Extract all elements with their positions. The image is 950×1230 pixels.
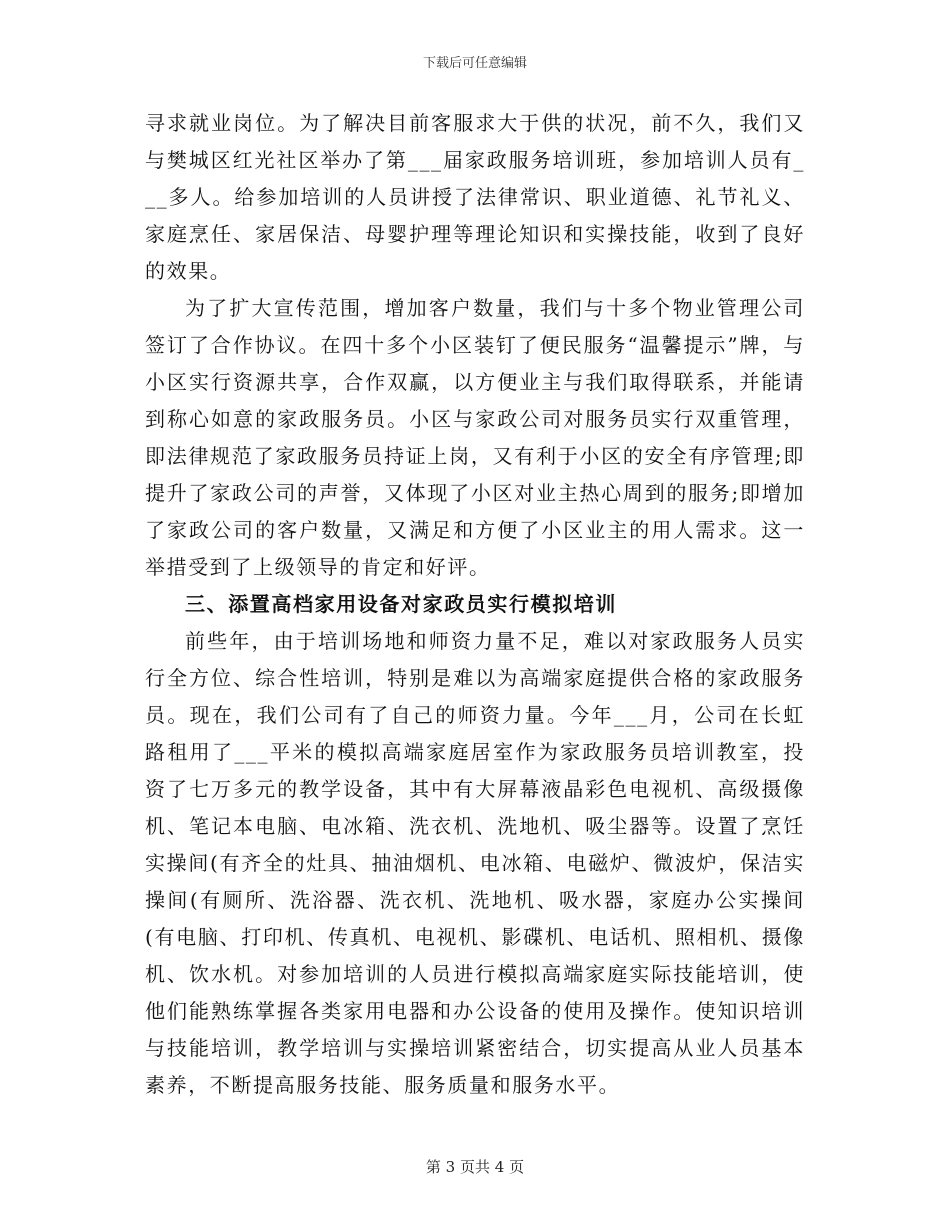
paragraph-continuation: 寻求就业岗位。为了解决目前客服求大于供的状况，前不久，我们又与樊城区红光社区举办了第___届家政服务培训班，参加培训人员有___多人。给参加培训的人员讲授了法律常识、职业道德、礼节礼义、家庭烹任、家居保洁、母婴护理等理论知识和实操技能，收到了良好的效果。 xyxy=(145,111,805,283)
page-header: 下载后可任意编辑 xyxy=(422,56,527,71)
document-body xyxy=(145,105,805,1104)
paragraph-training-equipment: 前些年，由于培训场地和师资力量不足，难以对家政服务人员实行全方位、综合性培训，特别是难以为高端家庭提供合格的家政服务员。现在，我们公司有了自己的师资力量。今年___月，公司在长虹路租用了___平米的模拟高端家庭居室作为家政服务员培训教室，投资了七万多元的教学设备，其中有大屏幕液晶彩色电视机、高级摄像机、笔记本电脑、电冰箱、洗衣机、洗地机、吸尘器等。设置了烹饪实操间(有齐全的灶具、抽油烟机、电冰箱、电磁炉、微波炉，保洁实操间(有厕所、洗浴器、洗衣机、洗地机、吸水器，家庭办公实操间(有电脑、打印机、传真机、电视机、影碟机、电话机、照相机、摄像机、饮水机。对参加培训的人员进行模拟高端家庭实际技能培训，使他们能熟练掌握各类家用电器和办公设备的使用及操作。使知识培训与技能培训，教学培训与实操培训紧密结合，切实提高从业人员基本素养，不断提高服务技能、服务质量和服务水平。 xyxy=(145,629,805,1097)
paragraph-cooperation: 为了扩大宣传范围，增加客户数量，我们与十多个物业管理公司签订了合作协议。在四十多个小区装钉了便民服务“温馨提示”牌，与小区实行资源共享，合作双赢，以方便业主与我们取得联系，并能请到称心如意的家政服务员。小区与家政公司对服务员实行双重管理，即法律规范了家政服务员持证上岗，又有利于小区的安全有序管理;即提升了家政公司的声誉，又体现了小区对业主热心周到的服务;即增加了家政公司的客户数量，又满足和方便了小区业主的用人需求。这一举措受到了上级领导的肯定和好评。 xyxy=(145,296,805,579)
section-heading: 三、添置高档家用设备对家政员实行模拟培训 xyxy=(185,592,617,616)
page-footer: 第 3 页共 4 页 xyxy=(425,1158,525,1176)
